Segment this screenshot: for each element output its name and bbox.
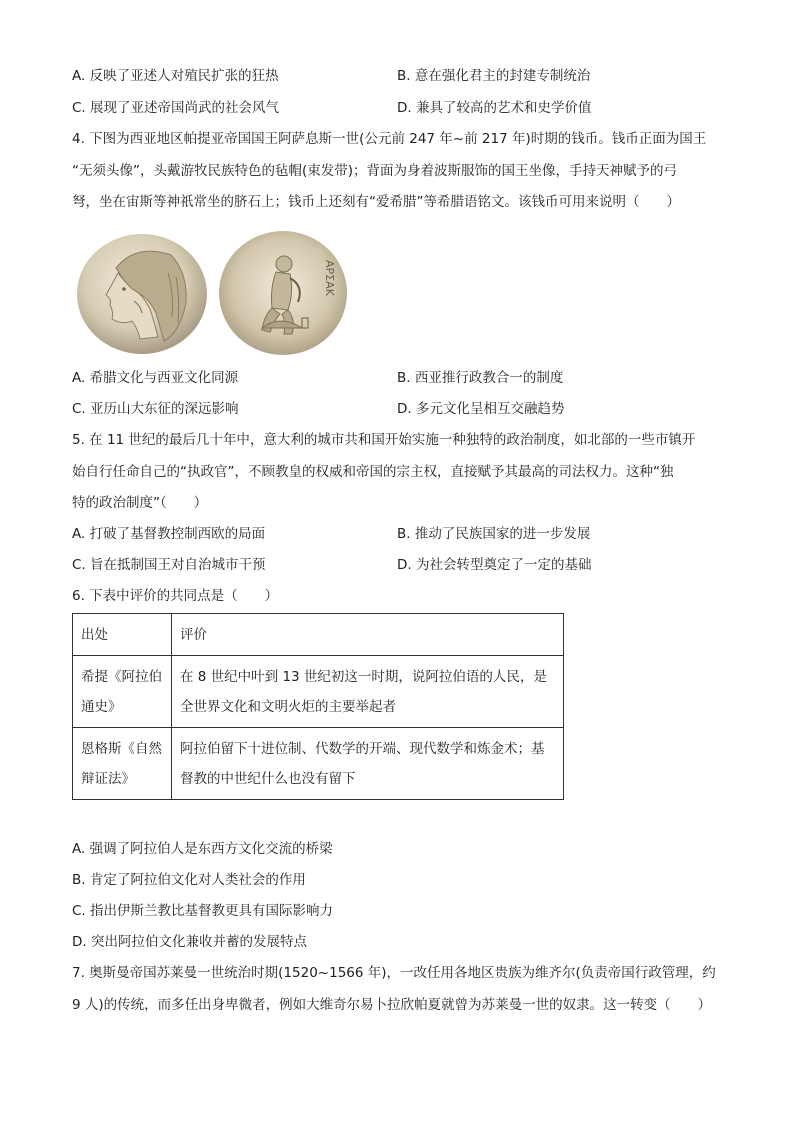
table-cell-evaluation: 在 8 世纪中叶到 13 世纪初这一时期，说阿拉伯语的人民，是全世界文化和文明火炬的主要举起者 bbox=[172, 656, 564, 728]
q3-option-c: C. 展现了亚述帝国尚武的社会风气 bbox=[72, 100, 280, 116]
q5-option-d: D. 为社会转型奠定了一定的基础 bbox=[397, 557, 592, 573]
q5-option-a: A. 打破了基督教控制西欧的局面 bbox=[72, 526, 266, 542]
q4-option-d: D. 多元文化呈相互交融趋势 bbox=[397, 401, 565, 417]
table-header-source: 出处 bbox=[73, 614, 172, 656]
q5-stem-line-2: 始自行任命自己的“执政官”，不顾教皇的权威和帝国的宗主权，直接赋予其最高的司法权力。这种“独 bbox=[72, 464, 674, 480]
table-cell-evaluation: 阿拉伯留下十进位制、代数学的开端、现代数学和炼金术；基督教的中世纪什么也没有留下 bbox=[172, 728, 564, 800]
q4-option-b: B. 西亚推行政教合一的制度 bbox=[397, 370, 564, 386]
q3-option-a: A. 反映了亚述人对殖民扩张的狂热 bbox=[72, 68, 279, 84]
q4-stem-line-2: “无须头像”，头戴游牧民族特色的毡帽(束发带)；背面为身着波斯服饰的国王坐像，手持天神赋予的弓 bbox=[72, 163, 678, 179]
q6-stem: 6. 下表中评价的共同点是（ ） bbox=[72, 588, 279, 604]
q4-stem-line-1: 4. 下图为西亚地区帕提亚帝国国王阿萨息斯一世(公元前 247 年~前 217 年)时期的钱币。钱币正面为国王 bbox=[72, 131, 707, 147]
coin-obverse-image bbox=[76, 233, 208, 355]
q4-option-a: A. 希腊文化与西亚文化同源 bbox=[72, 370, 239, 386]
table-header-row bbox=[73, 614, 564, 656]
q5-option-c: C. 旨在抵制国王对自治城市干预 bbox=[72, 557, 266, 573]
table-cell-source: 恩格斯《自然辩证法》 bbox=[73, 728, 172, 800]
q6-option-d: D. 突出阿拉伯文化兼收并蓄的发展特点 bbox=[72, 934, 307, 950]
q5-option-b: B. 推动了民族国家的进一步发展 bbox=[397, 526, 591, 542]
q7-stem-line-2: 9 人)的传统，而多任出身卑微者，例如大维奇尔易卜拉欣帕夏就曾为苏莱曼一世的奴隶。这一转变（ ） bbox=[72, 997, 712, 1013]
table-cell-source: 希提《阿拉伯通史》 bbox=[73, 656, 172, 728]
q7-stem-line-1: 7. 奥斯曼帝国苏莱曼一世统治时期(1520~1566 年)，一改任用各地区贵族为维齐尔(负责帝国行政管理，约 bbox=[72, 965, 716, 981]
q5-stem-line-3: 特的政治制度”（ ） bbox=[72, 495, 208, 511]
q6-option-b: B. 肯定了阿拉伯文化对人类社会的作用 bbox=[72, 872, 306, 888]
q6-option-c: C. 指出伊斯兰教比基督教更具有国际影响力 bbox=[72, 903, 334, 919]
q3-option-d: D. 兼具了较高的艺术和史学价值 bbox=[397, 100, 592, 116]
coin-reverse-image bbox=[218, 230, 348, 356]
q4-stem-line-3: 弩，坐在宙斯等神祇常坐的脐石上；钱币上还刻有“爱希腊”等希腊语铭文。该钱币可用来说明（ ） bbox=[72, 194, 680, 210]
table-row bbox=[73, 656, 564, 728]
coin-inscription: ΑΡΣΑΚ bbox=[323, 260, 336, 296]
q6-table bbox=[72, 613, 564, 800]
table-header-evaluation: 评价 bbox=[172, 614, 564, 656]
q4-option-c: C. 亚历山大东征的深远影响 bbox=[72, 401, 239, 417]
q3-option-b: B. 意在强化君主的封建专制统治 bbox=[397, 68, 591, 84]
table-row bbox=[73, 728, 564, 800]
q5-stem-line-1: 5. 在 11 世纪的最后几十年中，意大利的城市共和国开始实施一种独特的政治制度，如北部的一些市镇开 bbox=[72, 432, 696, 448]
q6-option-a: A. 强调了阿拉伯人是东西方文化交流的桥梁 bbox=[72, 841, 333, 857]
